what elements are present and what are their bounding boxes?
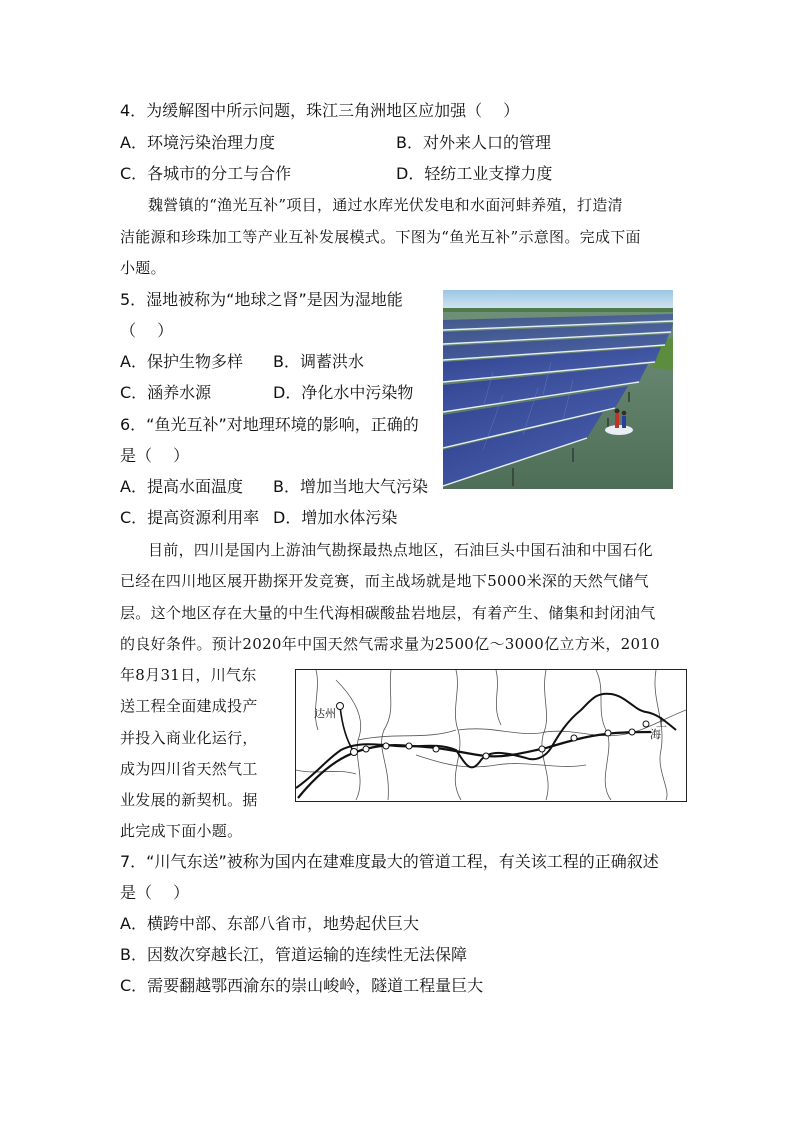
map-label-dazhou: 达州 (314, 707, 336, 720)
passage2-line-9: 业发展的新契机。据 (120, 791, 258, 809)
q6-option-b: B．增加当地大气污染 (273, 477, 428, 496)
solar-fishery-photo (443, 290, 673, 489)
passage2-line-6: 送工程全面建成投产 (120, 697, 258, 715)
q6-stem-cont: 是（ ） (120, 446, 190, 465)
passage1-line-1: 魏營镇的“渔光互补”项目，通过水库光伏发电和水面河蚌养殖，打造清 (148, 196, 623, 214)
q7-stem: 7．“川气东送”被称为国内在建难度最大的管道工程，有关该工程的正确叙述 (120, 852, 659, 871)
passage2-line-3: 层。这个地区存在大量的中生代海相碳酸盐岩地层，有着产生、储集和封闭油气 (120, 604, 656, 622)
passage2-line-5: 年8月31日，川气东 (120, 666, 257, 684)
passage2-line-8: 成为四川省天然气工 (120, 760, 258, 778)
q6-option-c: C．提高资源利用率 (120, 508, 260, 527)
pipeline-route (298, 732, 651, 798)
q4-option-c: C．各城市的分工与合作 (120, 164, 292, 183)
q7-option-b: B．因数次穿越长江，管道运输的连续性无法保障 (120, 945, 467, 964)
passage1-line-2: 洁能源和珍珠加工等产业互补发展模式。下图为“鱼光互补”示意图。完成下面 (120, 228, 641, 246)
pipeline-map (295, 669, 687, 802)
passage2-line-4: 的良好条件。预计2020年中国天然气需求量为2500亿～3000亿立方米，2010 (120, 635, 660, 653)
q4-option-a: A．环境污染治理力度 (120, 133, 275, 152)
q4-stem: 4．为缓解图中所示问题，珠江三角洲地区应加强（ ） (120, 101, 520, 120)
q6-option-d: D．增加水体污染 (273, 508, 398, 527)
passage2-line-7: 并投入商业化运行， (120, 729, 258, 747)
yangtze-river-line (296, 694, 676, 788)
q4-option-b: B．对外来人口的管理 (396, 133, 551, 152)
q7-stem-cont: 是（ ） (120, 883, 190, 902)
q5-stem: 5．湿地被称为“地球之肾”是因为湿地能 (120, 290, 403, 309)
q5-option-c: C．涵养水源 (120, 383, 212, 402)
passage2-line-1: 目前，四川是国内上游油气勘探最热点地区，石油巨头中国石油和中国石化 (148, 541, 653, 559)
passage1-line-3: 小题。 (120, 259, 166, 277)
q7-option-a: A．横跨中部、东部八省市，地势起伏巨大 (120, 914, 419, 933)
map-label-shang: 上 (656, 716, 667, 729)
map-label-hai: 海 (650, 728, 661, 741)
province-boundaries (296, 670, 686, 800)
q7-option-c: C．需要翻越鄂西渝东的崇山峻岭，隧道工程量巨大 (120, 976, 484, 995)
q5-stem-cont: （ ） (120, 321, 174, 340)
q6-option-a: A．提高水面温度 (120, 477, 243, 496)
q5-option-a: A．保护生物多样 (120, 352, 243, 371)
q6-stem: 6．“鱼光互补”对地理环境的影响，正确的 (120, 415, 419, 434)
passage2-line-10: 此完成下面小题。 (120, 822, 243, 840)
q4-option-d: D．轻纺工业支撑力度 (396, 164, 553, 183)
passage2-line-2: 已经在四川地区展开勘探开发竞赛，而主战场就是地下5000米深的天然气储气 (120, 572, 649, 590)
q5-option-b: B．调蓄洪水 (273, 352, 364, 371)
q5-option-d: D．净化水中污染物 (273, 383, 414, 402)
